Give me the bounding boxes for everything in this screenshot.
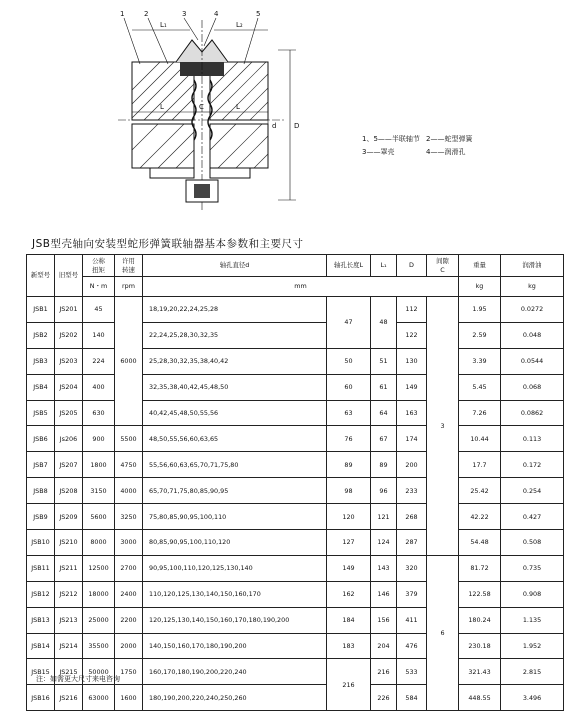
- cell-old: JS203: [55, 348, 83, 374]
- cell-torque: 400: [83, 374, 115, 400]
- cell-old: JS209: [55, 504, 83, 530]
- cell-weight: 180.24: [459, 607, 501, 633]
- th-mm: mm: [143, 277, 459, 297]
- cell-gap: 3: [427, 297, 459, 556]
- cell-weight: 321.43: [459, 659, 501, 685]
- cell-old: JS207: [55, 452, 83, 478]
- table-row: [27, 478, 564, 504]
- cell-new: JSB13: [27, 607, 55, 633]
- cell-new: JSB10: [27, 530, 55, 556]
- cell-new: JSB7: [27, 452, 55, 478]
- cell-bore-len: 76: [327, 426, 371, 452]
- cell-weight: 7.26: [459, 400, 501, 426]
- cell-d: 233: [397, 478, 427, 504]
- cell-speed: 6000: [115, 297, 143, 426]
- cell-d: 584: [397, 685, 427, 711]
- cell-l1: 156: [371, 607, 397, 633]
- cell-speed: 3250: [115, 504, 143, 530]
- cell-speed: 3000: [115, 530, 143, 556]
- th-d: D: [397, 255, 427, 277]
- cell-bore-len: 60: [327, 374, 371, 400]
- table-row: [27, 685, 564, 711]
- cell-d: 533: [397, 659, 427, 685]
- footnote: 注：如需更大尺寸来电咨询: [36, 675, 120, 683]
- cell-torque: 224: [83, 348, 115, 374]
- cell-old: JS215: [55, 659, 83, 685]
- cell-torque: 140: [83, 322, 115, 348]
- cell-old: JS214: [55, 633, 83, 659]
- cell-weight: 42.22: [459, 504, 501, 530]
- cell-l1: 226: [371, 685, 397, 711]
- cell-d: 149: [397, 374, 427, 400]
- cell-bore: 180,190,200,220,240,250,260: [143, 685, 327, 711]
- cell-new: JSB4: [27, 374, 55, 400]
- th-torque-l1: 公称: [92, 256, 105, 265]
- cell-bore: 65,70,71,75,80,85,90,95: [143, 478, 327, 504]
- table-row: [27, 297, 564, 323]
- cell-old: JS216: [55, 685, 83, 711]
- cell-old: JS211: [55, 555, 83, 581]
- cell-speed: 2000: [115, 633, 143, 659]
- cell-l1: 96: [371, 478, 397, 504]
- cell-grease: 0.508: [501, 530, 564, 556]
- cell-l1: 216: [371, 659, 397, 685]
- cell-speed: 1600: [115, 685, 143, 711]
- cell-torque: 12500: [83, 555, 115, 581]
- cell-d: 174: [397, 426, 427, 452]
- dim-l: L: [160, 103, 164, 111]
- cell-bore: 90,95,100,110,120,125,130,140: [143, 555, 327, 581]
- cell-bore-len: 63: [327, 400, 371, 426]
- cell-bore: 160,170,180,190,200,220,240: [143, 659, 327, 685]
- legend-item: 2——蛇型弹簧: [426, 135, 473, 143]
- cell-bore-len: 50: [327, 348, 371, 374]
- cell-l1: 121: [371, 504, 397, 530]
- cell-d: 411: [397, 607, 427, 633]
- cell-torque: 50000: [83, 659, 115, 685]
- cell-bore: 18,19,20,22,24,25,28: [143, 297, 327, 323]
- cell-speed: 5500: [115, 426, 143, 452]
- th-gap-l2: C: [440, 265, 445, 274]
- cell-bore: 22,24,25,28,30,32,35: [143, 322, 327, 348]
- cell-l1: 124: [371, 530, 397, 556]
- cell-weight: 2.59: [459, 322, 501, 348]
- cell-bore: 48,50,55,56,60,63,65: [143, 426, 327, 452]
- cell-speed: 4750: [115, 452, 143, 478]
- cell-d: 130: [397, 348, 427, 374]
- cell-grease: 0.048: [501, 322, 564, 348]
- cell-new: JSB8: [27, 478, 55, 504]
- cell-new: JSB12: [27, 581, 55, 607]
- cell-old: JS204: [55, 374, 83, 400]
- cell-d: 112: [397, 297, 427, 323]
- th-new-model: 新型号: [27, 255, 55, 297]
- cell-torque: 63000: [83, 685, 115, 711]
- legend-row: [362, 133, 472, 146]
- table-row: [27, 400, 564, 426]
- callout-1: 1: [120, 10, 125, 18]
- cell-grease: 3.496: [501, 685, 564, 711]
- cell-speed: 2700: [115, 555, 143, 581]
- th-grease: 润滑油: [501, 255, 564, 277]
- cell-torque: 630: [83, 400, 115, 426]
- legend-item: 1、5——半联轴节: [362, 135, 420, 143]
- table-row: [27, 581, 564, 607]
- cell-bore: 32,35,38,40,42,45,48,50: [143, 374, 327, 400]
- cell-torque: 18000: [83, 581, 115, 607]
- cell-l1: 146: [371, 581, 397, 607]
- cell-d: 320: [397, 555, 427, 581]
- dim-l2: L₂: [236, 21, 243, 29]
- cell-bore-len: 120: [327, 504, 371, 530]
- callout-2: 2: [144, 10, 149, 18]
- cell-bore: 40,42,45,48,50,55,56: [143, 400, 327, 426]
- th-bore-len: 轴孔长度L: [327, 255, 371, 277]
- cell-bore: 140,150,160,170,180,190,200: [143, 633, 327, 659]
- cell-grease: 0.735: [501, 555, 564, 581]
- cell-l1: 61: [371, 374, 397, 400]
- table-row: [27, 607, 564, 633]
- cell-grease: 0.0544: [501, 348, 564, 374]
- cell-d: 163: [397, 400, 427, 426]
- cell-grease: 0.254: [501, 478, 564, 504]
- cell-speed: 1750: [115, 659, 143, 685]
- table-title: JSB型壳轴向安装型蛇形弹簧联轴器基本参数和主要尺寸: [32, 238, 304, 250]
- table-row: [27, 348, 564, 374]
- cell-bore-len: 216: [327, 659, 371, 711]
- cell-grease: 0.908: [501, 581, 564, 607]
- cell-grease: 0.427: [501, 504, 564, 530]
- table-row: [27, 452, 564, 478]
- callout-3: 3: [182, 10, 187, 18]
- cell-new: JSB15: [27, 659, 55, 685]
- cell-d: 122: [397, 322, 427, 348]
- cell-weight: 54.48: [459, 530, 501, 556]
- cell-l1: 51: [371, 348, 397, 374]
- cell-weight: 25.42: [459, 478, 501, 504]
- cell-old: JS210: [55, 530, 83, 556]
- cell-bore-len: 149: [327, 555, 371, 581]
- dim-d-large: D: [294, 122, 300, 130]
- cell-d: 379: [397, 581, 427, 607]
- cell-old: JS213: [55, 607, 83, 633]
- cell-weight: 10.44: [459, 426, 501, 452]
- th-old-model: 旧型号: [55, 255, 83, 297]
- cell-old: Js206: [55, 426, 83, 452]
- cell-new: JSB5: [27, 400, 55, 426]
- cell-grease: 2.815: [501, 659, 564, 685]
- th-speed-l2: 转速: [122, 265, 135, 274]
- cell-bore-len: 127: [327, 530, 371, 556]
- dim-d-small: d: [272, 122, 277, 130]
- th-speed: [115, 255, 143, 277]
- cell-torque: 45: [83, 297, 115, 323]
- cell-new: JSB1: [27, 297, 55, 323]
- cell-grease: 0.068: [501, 374, 564, 400]
- table-row: [27, 530, 564, 556]
- cell-weight: 448.55: [459, 685, 501, 711]
- cell-grease: 0.172: [501, 452, 564, 478]
- cell-old: JS205: [55, 400, 83, 426]
- cell-d: 200: [397, 452, 427, 478]
- th-bore-dia: 轴孔直径d: [143, 255, 327, 277]
- cell-new: JSB16: [27, 685, 55, 711]
- cell-bore: 120,125,130,140,150,160,170,180,190,200: [143, 607, 327, 633]
- cell-grease: 0.113: [501, 426, 564, 452]
- cell-l1: 143: [371, 555, 397, 581]
- table-row: [27, 633, 564, 659]
- cell-speed: 4000: [115, 478, 143, 504]
- cell-l1: 67: [371, 426, 397, 452]
- cell-bore-len: 162: [327, 581, 371, 607]
- cell-bore-len: 183: [327, 633, 371, 659]
- cell-l1: 48: [371, 297, 397, 349]
- dim-c: C: [199, 103, 204, 111]
- cell-grease: 0.0862: [501, 400, 564, 426]
- cell-bore: 75,80,85,90,95,100,110: [143, 504, 327, 530]
- cell-bore-len: 89: [327, 452, 371, 478]
- th-speed-unit: rpm: [115, 277, 143, 297]
- cell-weight: 122.58: [459, 581, 501, 607]
- th-torque-unit: N・m: [83, 277, 115, 297]
- cell-l1: 89: [371, 452, 397, 478]
- cell-bore: 25,28,30,32,35,38,40,42: [143, 348, 327, 374]
- coupling-drawing: [0, 0, 581, 220]
- cell-old: JS208: [55, 478, 83, 504]
- cell-speed: 2400: [115, 581, 143, 607]
- cell-new: JSB2: [27, 322, 55, 348]
- spec-table: [26, 254, 564, 711]
- th-gap: [427, 255, 459, 277]
- th-weight-unit: kg: [459, 277, 501, 297]
- cell-l1: 204: [371, 633, 397, 659]
- table-row: [27, 504, 564, 530]
- cell-weight: 81.72: [459, 555, 501, 581]
- cell-torque: 8000: [83, 530, 115, 556]
- part-legend: [362, 133, 472, 159]
- dim-l-right: L: [236, 103, 240, 111]
- cell-bore-len: 47: [327, 297, 371, 349]
- table-row: [27, 426, 564, 452]
- cell-new: JSB6: [27, 426, 55, 452]
- cell-old: JS201: [55, 297, 83, 323]
- th-speed-l1: 许用: [122, 256, 135, 265]
- legend-row: [362, 146, 472, 159]
- callout-4: 4: [214, 10, 219, 18]
- table-row: [27, 555, 564, 581]
- cell-torque: 1800: [83, 452, 115, 478]
- cell-new: JSB3: [27, 348, 55, 374]
- th-weight: 重量: [459, 255, 501, 277]
- th-torque: [83, 255, 115, 277]
- cell-grease: 1.135: [501, 607, 564, 633]
- th-grease-unit: kg: [501, 277, 564, 297]
- cell-d: 476: [397, 633, 427, 659]
- cell-torque: 25000: [83, 607, 115, 633]
- cell-grease: 1.952: [501, 633, 564, 659]
- th-gap-l1: 间隙: [436, 256, 449, 265]
- cell-gap: 6: [427, 555, 459, 710]
- dim-l1: L₁: [160, 21, 167, 29]
- cell-d: 287: [397, 530, 427, 556]
- callout-5: 5: [256, 10, 261, 18]
- cell-old: JS202: [55, 322, 83, 348]
- cell-bore-len: 184: [327, 607, 371, 633]
- table-row: [27, 322, 564, 348]
- cell-bore: 80,85,90,95,100,110,120: [143, 530, 327, 556]
- cell-bore: 110,120,125,130,140,150,160,170: [143, 581, 327, 607]
- legend-item: 4——润滑孔: [426, 148, 466, 156]
- cell-torque: 5600: [83, 504, 115, 530]
- cell-new: JSB11: [27, 555, 55, 581]
- cell-bore-len: 98: [327, 478, 371, 504]
- cell-l1: 64: [371, 400, 397, 426]
- cell-weight: 230.18: [459, 633, 501, 659]
- cell-new: JSB14: [27, 633, 55, 659]
- legend-item: 3——罩壳: [362, 148, 395, 156]
- th-l1: L₁: [371, 255, 397, 277]
- cell-grease: 0.0272: [501, 297, 564, 323]
- cell-torque: 35500: [83, 633, 115, 659]
- cell-weight: 3.39: [459, 348, 501, 374]
- cell-weight: 1.95: [459, 297, 501, 323]
- cell-bore: 55,56,60,63,65,70,71,75,80: [143, 452, 327, 478]
- cell-speed: 2200: [115, 607, 143, 633]
- cell-new: JSB9: [27, 504, 55, 530]
- cell-weight: 5.45: [459, 374, 501, 400]
- cell-torque: 900: [83, 426, 115, 452]
- cell-weight: 17.7: [459, 452, 501, 478]
- cell-d: 268: [397, 504, 427, 530]
- table-row: [27, 374, 564, 400]
- th-torque-l2: 扭矩: [92, 265, 105, 274]
- cell-torque: 3150: [83, 478, 115, 504]
- cell-old: JS212: [55, 581, 83, 607]
